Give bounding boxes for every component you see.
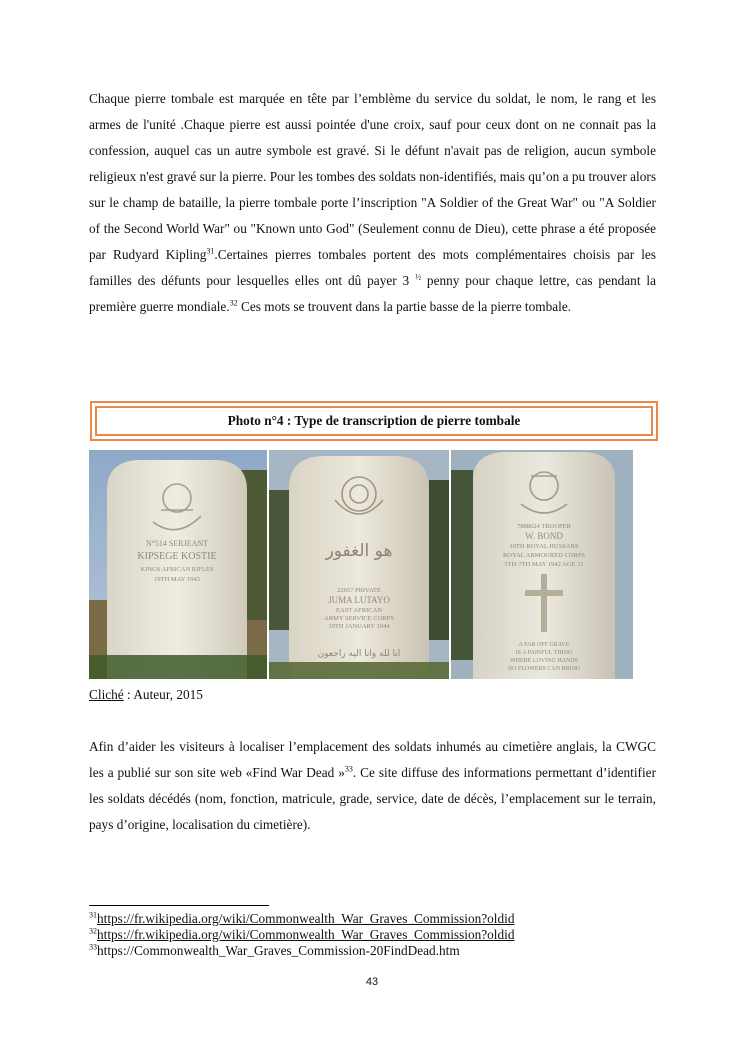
footnote-33 bbox=[89, 943, 515, 959]
footnote-link[interactable]: https://Commonwealth_War_Graves_Commission-20FindDead.htm bbox=[97, 943, 460, 958]
photo-credit bbox=[89, 687, 203, 703]
paragraph-text: Ces mots se trouvent dans la partie basse de la pierre tombale. bbox=[237, 299, 572, 314]
arabic-inscription-bottom: انا لله وانا اليه راجعون bbox=[317, 649, 401, 659]
headstone-line: 19TH MAY 1943 bbox=[154, 576, 200, 583]
paragraph-text: Afin d’aider les visiteurs à localiser l’emplacement des soldats inhumés au cimetière anglais, la CWGC les a publié sur son site web «Find War Dead » bbox=[89, 739, 656, 780]
credit-label: Cliché bbox=[89, 687, 124, 702]
headstone-line: ARMY SERVICE CORPS bbox=[324, 615, 394, 622]
arabic-inscription: هو الغفور bbox=[325, 541, 393, 561]
headstone-shape bbox=[289, 456, 429, 679]
headstone-line: 5TH-7TH MAY 1942 AGE 31 bbox=[504, 561, 584, 568]
paragraph-text: .Certaines pierres tombales portent des mots complémentaires choisis par les familles des défunts pour lesquelles elles ont dû payer 3 bbox=[89, 247, 656, 288]
headstone-photo-2 bbox=[269, 450, 449, 679]
headstone-line: N°514 SERJEANT bbox=[145, 539, 209, 548]
footnote-link[interactable]: https://fr.wikipedia.org/wiki/Commonwealth_War_Graves_Commission?oldid bbox=[97, 927, 515, 942]
headstone-name: W. BOND bbox=[525, 531, 563, 541]
paragraph-text: penny pour chaque lettre, cas pendant la première guerre mondiale. bbox=[89, 273, 656, 314]
footnote-number: 31 bbox=[89, 910, 97, 920]
page-number: 43 bbox=[365, 976, 379, 988]
paragraph-text: Chaque pierre tombale est marquée en tête par l’emblème du service du soldat, le nom, le rang et les armes de l'unité .Chaque pierre est aussi pointée d'une croix, sauf pour ceux dont on ne connait pas la confession, auquel cas un autre symbole est gravé. Si le défunt n'avait pas de religion, aucun symbole religieux n'est gravé sur la pierre. Pour les tombes des soldats non-identifiés, mais qu’on a pu trouver alors sur le champ de bataille, la pierre tombale porte l’inscription "A Soldier of the Great War" ou "A Soldier of the Second World War" ou "Known unto God" (Seulement connu de Dieu), cette phrase a été proposée par Rudyard Kipling bbox=[89, 91, 657, 262]
headstone-name: KIPSEGE KOSTIE bbox=[137, 551, 217, 562]
headstone-line: EAST AFRICAN bbox=[336, 607, 382, 614]
footnote-number: 32 bbox=[89, 926, 97, 936]
epitaph-line: IS A PAINFUL THING bbox=[515, 650, 573, 656]
footnote-ref-31[interactable]: 31 bbox=[206, 246, 215, 256]
footnote-ref-32[interactable]: 32 bbox=[229, 298, 238, 308]
epitaph-line: WHERE LOVING HANDS bbox=[510, 658, 578, 664]
headstone-line: 7888624 TROOPER bbox=[517, 523, 571, 530]
footnote-link[interactable]: https://fr.wikipedia.org/wiki/Commonwealth_War_Graves_Commission?oldid bbox=[97, 911, 515, 926]
headstone-photo-1 bbox=[89, 450, 267, 679]
photo-caption-box bbox=[90, 401, 658, 441]
headstone-name: JUMA LUTAYO bbox=[328, 595, 390, 605]
footnote-divider bbox=[89, 905, 269, 906]
fraction-half: ½ bbox=[415, 272, 422, 282]
footnote-ref-33[interactable]: 33 bbox=[344, 764, 353, 774]
body-paragraph-headstones bbox=[89, 86, 656, 320]
headstone-line: 19TH JANUARY 1944 bbox=[328, 623, 390, 630]
headstone-line: KINGS AFRICAN RIFLES bbox=[140, 566, 214, 573]
footnote-31 bbox=[89, 911, 515, 927]
footnote-number: 33 bbox=[89, 942, 97, 952]
paragraph-text: . Ce site diffuse des informations permettant d’identifier les soldats décédés (nom, fonction, matricule, grade, service, date de décès, l’emplacement sur le terrain, pays d’origine, localisation du cimetière). bbox=[89, 765, 656, 832]
headstone-photos bbox=[89, 450, 633, 679]
body-paragraph-cwgc bbox=[89, 734, 656, 838]
footnotes bbox=[89, 911, 515, 959]
epitaph-line: NO FLOWERS CAN BRING bbox=[507, 666, 581, 672]
headstone-line: ROYAL ARMOURED CORPS bbox=[502, 552, 586, 559]
photo-caption: Photo n°4 : Type de transcription de pierre tombale bbox=[95, 406, 653, 436]
footnote-32 bbox=[89, 927, 515, 943]
credit-text: : Auteur, 2015 bbox=[123, 687, 203, 702]
headstone-photo-3 bbox=[451, 450, 633, 679]
epitaph-line: A FAR OFF GRAVE bbox=[518, 642, 570, 648]
headstone-line: 10TH ROYAL HUSSARS bbox=[509, 543, 579, 550]
headstone-line: 22657 PRIVATE bbox=[337, 587, 381, 594]
